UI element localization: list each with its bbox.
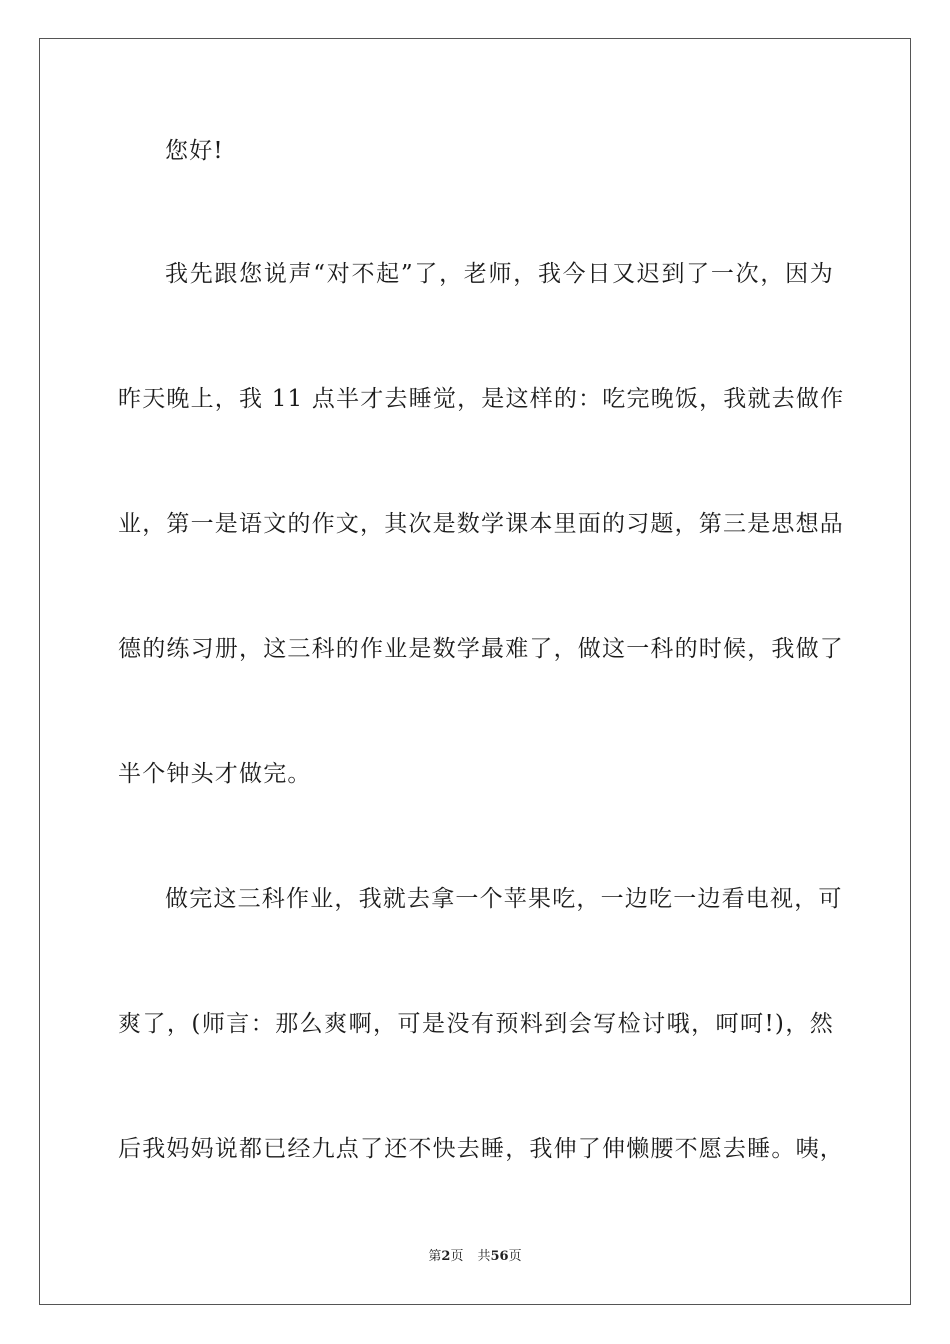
page-frame [39,38,911,1305]
body-line-5: 半个钟头才做完。 [118,761,312,787]
body-line-2: 昨天晚上，我 11 点半才去睡觉，是这样的：吃完晚饭，我就去做作 [118,386,845,412]
page-footer [0,1249,950,1265]
total-unit: 页 [508,1249,522,1264]
total-page-count: 56 [490,1249,509,1264]
total-prefix: 共 [477,1249,491,1264]
page-unit: 页 [450,1249,464,1264]
salutation-line: 您好! [165,138,224,164]
body-line-1: 我先跟您说声“对不起”了，老师，我今日又迟到了一次，因为 [165,261,834,287]
body-line-8: 后我妈妈说都已经九点了还不快去睡，我伸了伸懒腰不愿去睡。咦， [118,1136,844,1162]
body-line-3: 业，第一是语文的作文，其次是数学课本里面的习题，第三是思想品 [118,511,844,537]
body-line-6: 做完这三科作业，我就去拿一个苹果吃，一边吃一边看电视，可 [165,886,843,912]
body-line-4: 德的练习册，这三科的作业是数学最难了，做这一科的时候，我做了 [118,636,844,662]
page-prefix: 第 [428,1249,442,1264]
body-line-7: 爽了，(师言：那么爽啊，可是没有预料到会写检讨哦，呵呵!)，然 [118,1011,834,1037]
current-page-number: 2 [441,1249,451,1264]
